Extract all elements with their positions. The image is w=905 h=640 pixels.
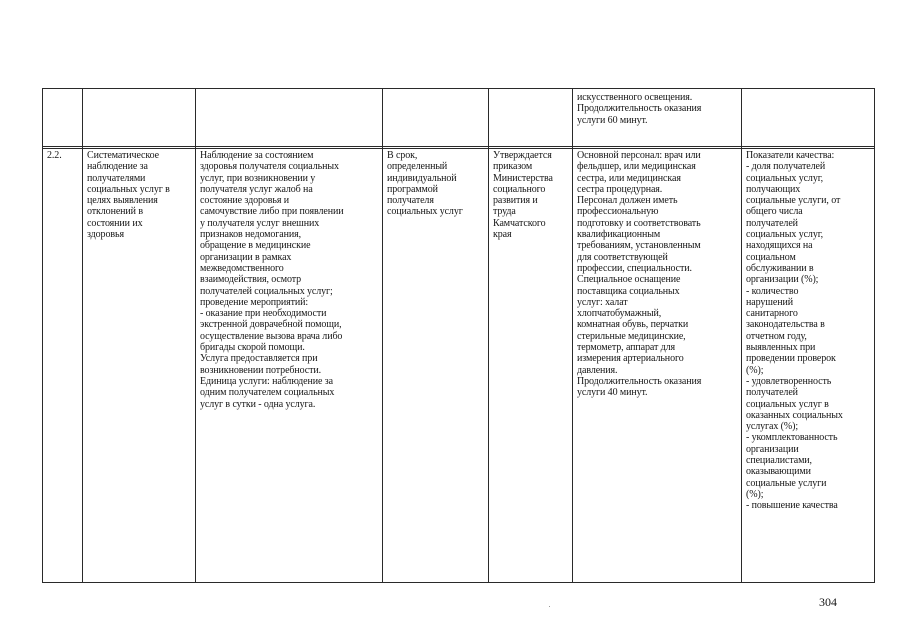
cell-tariff: Утверждается приказом Министерства социального развития и труда Камчатского края xyxy=(489,149,573,583)
table-row xyxy=(43,149,875,583)
cell-number xyxy=(43,89,83,147)
scan-speck xyxy=(549,606,550,607)
cell-service-name xyxy=(83,89,196,147)
cell-indicators xyxy=(742,89,875,147)
cell-description xyxy=(196,89,383,147)
table-row xyxy=(43,89,875,147)
cell-number: 2.2. xyxy=(43,149,83,583)
cell-term xyxy=(383,89,489,147)
cell-description: Наблюдение за состоянием здоровья получателя социальных услуг, при возникновении у получателя услуг жалоб на состояние здоровья и самочувствие либо при появлении у получателя услуг внешних признаков недомогания, обращение в медицинские организации в рамках межведомственного взаимодействия, осмотр получателей социальных услуг; проведение мероприятий: - оказание при необходимости экстренной доврачебной помощи, осуществление вызова врача либо бригады скорой помощи. Услуга предоставляется при возникновении потребности. Единица услуги: наблюдение за одним получателем социальных услуг в сутки - одна услуга. xyxy=(196,149,383,583)
services-table xyxy=(42,88,875,583)
cell-term: В срок, определенный индивидуальной программой получателя социальных услуг xyxy=(383,149,489,583)
cell-indicators: Показатели качества: - доля получателей социальных услуг, получающих социальные услуги, от общего числа получателей социальных услуг, находящихся на социальном обслуживании в организации (%); - количество нарушений санитарного законодательства в отчетном году, выявленных при проведении проверок (%); - удовлетворенность получателей социальных услуг в оказанных социальных услугах (%); - укомплектованность организации специалистами, оказывающими социальные услуги (%); - повышение качества xyxy=(742,149,875,583)
page-number: 304 xyxy=(819,595,837,609)
cell-conditions: Основной персонал: врач или фельдшер, или медицинская сестра, или медицинская сестра процедурная. Персонал должен иметь профессиональную подготовку и соответствовать квалификационным требованиям, установленным для соответствующей профессии, специальности. Специальное оснащение поставщика социальных услуг: халат хлопчатобумажный, комнатная обувь, перчатки стерильные медицинские, термометр, аппарат для измерения артериального давления. Продолжительность оказания услуги 40 минут. xyxy=(573,149,742,583)
cell-service-name: Систематическое наблюдение за получателями социальных услуг в целях выявления отклонений в состоянии их здоровья xyxy=(83,149,196,583)
cell-conditions: искусственного освещения. Продолжительность оказания услуги 60 минут. xyxy=(573,89,742,147)
cell-tariff xyxy=(489,89,573,147)
